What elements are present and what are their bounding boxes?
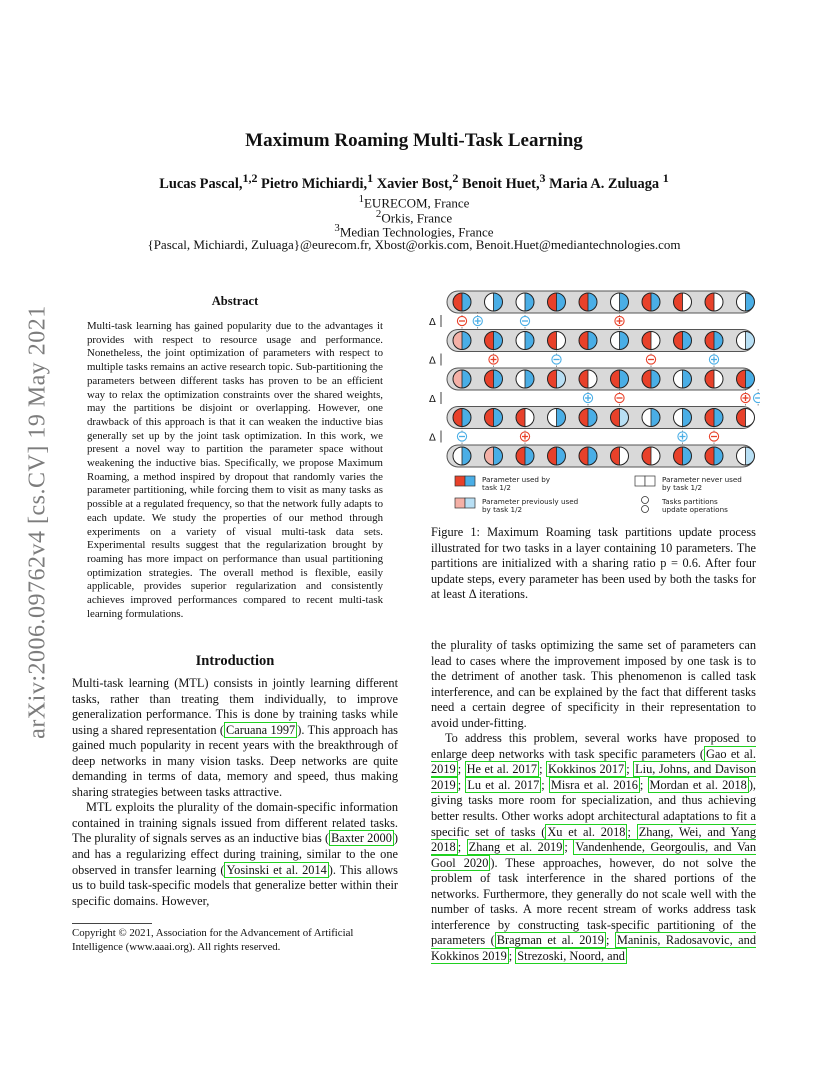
citation-link[interactable]: Kokkinos 2017 — [548, 762, 625, 777]
parameter-circle — [579, 409, 597, 427]
parameter-circle — [611, 370, 629, 388]
citation-link[interactable]: Yosinski et al. 2014 — [226, 862, 327, 877]
citation-link[interactable]: Maninis, Radosavovic, and Kokkinos 2019 — [431, 933, 757, 963]
parameter-circle — [516, 293, 534, 311]
parameter-circle — [579, 293, 597, 311]
citation-link[interactable]: Strezoski, Noord, and — [517, 948, 625, 963]
parameter-circle — [579, 447, 597, 465]
parameter-circle — [737, 447, 755, 465]
parameter-circle — [705, 370, 723, 388]
author-list — [0, 171, 828, 193]
citation-link[interactable]: Zhang et al. 2019 — [468, 840, 563, 855]
parameter-circle — [453, 332, 471, 350]
parameter-circle — [642, 332, 660, 350]
introduction-heading: Introduction — [195, 653, 275, 669]
author: Benoit Huet,$^3$ — [462, 171, 546, 192]
delta-label: Δ — [429, 432, 436, 444]
parameter-circle — [485, 409, 503, 427]
abstract-heading: Abstract — [211, 294, 259, 308]
legend-swatch-left — [455, 498, 465, 508]
legend-previously: Parameter previously used by task 1/2 — [482, 497, 579, 514]
delta-label: Δ — [429, 317, 436, 328]
author: Lucas Pascal,$^{1,2}$ — [159, 171, 258, 192]
parameter-circle — [579, 370, 597, 388]
legend-ops: Tasks partitions update operations — [662, 497, 728, 514]
parameter-circle — [485, 293, 503, 311]
parameter-circle — [516, 409, 534, 427]
citation-link[interactable]: Caruana 1997 — [226, 722, 296, 737]
figure-1-roaming-diagram — [425, 286, 760, 518]
paragraph: the plurality of tasks optimizing the same set of parameters can lead to cases where the improvement imposed by one task is to the detriment of another task. This phenomenon is called task interference, and can be explained by the fact that different tasks need a certain degree of specificity in their representation to avoid under-fitting. — [431, 638, 756, 730]
parameter-circle — [611, 293, 629, 311]
footnote-rule — [72, 923, 152, 924]
citation-link[interactable]: Misra et al. 2016 — [550, 777, 638, 792]
parameter-circle — [548, 447, 566, 465]
parameter-circle — [705, 293, 723, 311]
parameter-circle — [485, 332, 503, 350]
citation-link[interactable]: Baxter 2000 — [331, 831, 392, 846]
author-emails: {Pascal, Michiardi, Zuluaga}@eurecom.fr, Xbost@orkis.com, Benoit.Huet@mediantechnologies.com — [147, 237, 681, 252]
citation-link[interactable]: Lu et al. 2017 — [467, 777, 540, 792]
delta-label: Δ — [429, 355, 436, 367]
parameter-circle — [548, 293, 566, 311]
citation-link[interactable]: Zhang, Wei, and Yang 2018 — [431, 824, 756, 855]
citation-link[interactable]: Gao et al. 2019 — [431, 746, 757, 777]
citation-link[interactable]: Bragman et al. 2019 — [496, 933, 604, 948]
parameter-circle — [516, 370, 534, 388]
affiliation: $^2$Orkis, France — [375, 208, 453, 226]
legend-used: Parameter used by task 1/2 — [482, 475, 551, 492]
parameter-circle — [611, 332, 629, 350]
parameter-circle — [642, 293, 660, 311]
legend-op-minus-icon — [642, 506, 649, 513]
abstract-text: Multi-task learning has gained popularity due to the advantages it provides with respect to resource usage and performance. Nonetheless, the joint optimization of parameters with respect to multiple tasks remains an active research topic. Sub-partitioning the parameters between different tasks has proven to be an efficient way to relax the optimization constraints over the shared weights, may the partitions be disjoint or overlapping. However, one drawback of this approach is that it can weaken the inductive bias generally set up by the joint task optimization. In this work, we present a novel way to partition the parameter space without weakening the inductive bias. Specifically, we propose Maximum Roaming, a method inspired by dropout that randomly varies the parameter partitioning, while forcing them to visit as many tasks as possible at a regulated frequency, so that the network fully adapts to each update. We study the properties of our method through experiments on a variety of visual multi-task data sets. Experimental results suggest that the regularization brought by roaming has more impact on performance than usual partitioning optimization strategies. The overall method is flexible, easily applicable, provides superior regularization and consistently achieves improved performances compared to recent multi-task learning formulations. — [87, 320, 383, 620]
legend-swatch-right — [645, 476, 655, 486]
paragraph: MTL exploits the plurality of the domain-specific information contained in training signals issued from different related tasks. The plurality of signals serves as an inductive bias ( Baxter 2000 ) and has a regularizing effect during training, similar to the one observed in transfer learning ( Yosinski et al. 2014 ). This allows us to build task-specific models that generalize better within their specific domains. However, — [72, 800, 398, 908]
legend-swatch-right — [465, 498, 475, 508]
parameter-circle — [516, 332, 534, 350]
arxiv-side-stamp: arXiv:2006.09762v4 [cs.CV] 19 May 2021 — [24, 305, 51, 739]
parameter-circle — [705, 409, 723, 427]
parameter-circle — [737, 409, 755, 427]
citation-link[interactable]: He et al. 2017 — [466, 762, 538, 777]
parameter-circle — [642, 447, 660, 465]
legend-never: Parameter never used by task 1/2 — [662, 475, 742, 492]
parameter-circle — [737, 293, 755, 311]
parameter-circle — [611, 447, 629, 465]
citation-link[interactable]: Liu, Johns, and Davison 2019 — [431, 762, 756, 792]
parameter-circle — [453, 409, 471, 427]
parameter-circle — [705, 332, 723, 350]
parameter-circle — [453, 370, 471, 388]
citation-link[interactable]: Xu et al. 2018 — [547, 824, 626, 839]
parameter-circle — [548, 370, 566, 388]
task2-half — [746, 370, 755, 388]
parameter-circle — [674, 447, 692, 465]
delta-label: Δ — [429, 394, 436, 405]
legend-swatch-left — [635, 476, 645, 486]
parameter-circle — [737, 370, 755, 388]
parameter-circle — [548, 409, 566, 427]
parameter-circle — [674, 409, 692, 427]
parameter-circle — [737, 332, 755, 350]
task2-half — [746, 447, 755, 465]
legend-swatch-left — [455, 476, 465, 486]
parameter-circle — [674, 293, 692, 311]
parameter-circle — [611, 409, 629, 427]
task2-half — [746, 293, 755, 311]
parameter-circle — [516, 447, 534, 465]
parameter-circle — [674, 370, 692, 388]
parameter-circle — [548, 332, 566, 350]
author: Maria A. Zuluaga $^1$ — [549, 171, 669, 192]
parameter-circle — [579, 332, 597, 350]
author: Pietro Michiardi,$^1$ — [261, 171, 374, 192]
parameter-circle — [642, 370, 660, 388]
introduction-body — [72, 676, 398, 909]
parameter-circle — [485, 447, 503, 465]
parameter-circle — [485, 370, 503, 388]
citation-link[interactable]: Vandenhende, Georgoulis, and Van Gool 2020 — [431, 840, 757, 870]
paragraph: Multi-task learning (MTL) consists in jointly learning different tasks, rather than treating them individually, to improve generalization performance. This is done by training tasks while using a shared representation ( Caruana 1997 ). This approach has gained much popularity in recent years with the breakthrough of deep networks in many vision tasks. Deep networks are quite demanding in terms of data, memory and speed, thus making sharing strategies between tasks attractive. — [72, 676, 398, 799]
parameter-circle — [642, 409, 660, 427]
paper-title: Maximum Roaming Multi-Task Learning — [245, 130, 583, 151]
parameter-circle — [453, 447, 471, 465]
task2-half — [746, 409, 755, 427]
legend-op-plus-icon — [642, 497, 649, 504]
parameter-circle — [705, 447, 723, 465]
parameter-circle — [453, 293, 471, 311]
paragraph: To address this problem, several works have proposed to enlarge deep networks with task specific parameters ( Gao et al. 2019 ; He et al. 2017 ; Kokkinos 2017 ; Liu, Johns, and Davison 2019 ; Lu et al. 2017 ; Misra et al. 2016 ; Mordan et al. 2018 ), giving tasks more room for specialization, and thus achieving better results. Other works adopt architectural adaptations to fit a specific set of tasks ( Xu et al. 2018 ; Zhang, Wei, and Yang 2018 ; Zhang et al. 2019 ; Vandenhende, Georgoulis, and Van Gool 2020 ). These approaches, however, do not solve the problem of task interference in the shared portions of the networks. Furthermore, they generally do not scale well with the number of tasks. A more recent stream of works address task interference by constructing task-specific partitioning of the parameters ( Bragman et al. 2019 ; Maninis, Radosavovic, and Kokkinos 2019 ; Strezoski, Noord, and — [431, 731, 757, 963]
figure-1-caption: Figure 1: Maximum Roaming task partitions update process illustrated for two tasks in a layer containing 10 parameters. The partitions are initialized with a sharing ratio p = 0.6. After four update steps, every parameter has been used by both the tasks for at least Δ iterations. — [431, 525, 756, 601]
right-column-body — [431, 638, 756, 964]
affiliation: $^3$Median Technologies, France — [334, 222, 494, 240]
affiliation: $^1$EURECOM, France — [358, 193, 470, 211]
legend-swatch-right — [465, 476, 475, 486]
author: Xavier Bost,$^2$ — [376, 171, 459, 192]
parameter-circle — [674, 332, 692, 350]
task2-half — [746, 332, 755, 350]
copyright-footnote: Copyright © 2021, Association for the Advancement of Artificial Intelligence (www.aaai.org). All rights reserved. — [72, 927, 354, 953]
citation-link[interactable]: Mordan et al. 2018 — [649, 777, 747, 792]
